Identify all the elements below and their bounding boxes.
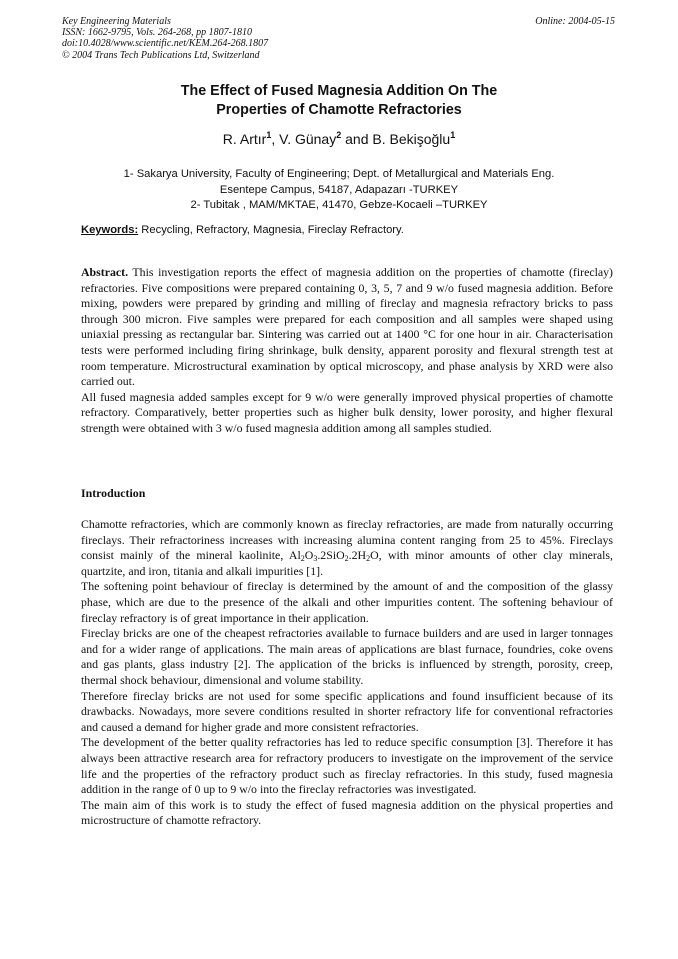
title-line-2: Properties of Chamotte Refractories [216, 102, 462, 118]
copyright-line: © 2004 Trans Tech Publications Ltd, Switzerland [62, 49, 260, 61]
intro-paragraph-3: Fireclay bricks are one of the cheapest refractories available to furnace builders and are used in larger tonnages and for a wider range of applications. The main areas of applications are blast furnace, foundries, coke ovens and gas plants, glass industry [2]. The application of the bricks is influenced by strength, porosity, creep, thermal shock behaviour, dimensional and volume stability. [81, 626, 613, 687]
affiliation-1-address: Esentepe Campus, 54187, Adapazarı -TURKEY [219, 183, 459, 196]
intro-paragraph-1: Chamotte refractories, which are commonly known as fireclay refractories, are made from naturally occurring fireclays. Their refractoriness increases with increasing alumina content ranging from 25 to 45%. Fireclays consist mainly of the mineral kaolinite, $Al_2O_3.2SiO_2.2H_2O$, with minor amounts of other clay minerals, quartzite, and iron, titania and alkali impurities [1]. [81, 517, 613, 578]
affil-mark-1: 1 [266, 130, 272, 140]
abstract-text-1: This investigation reports the effect of magnesia addition on the properties of chamotte (fireclay) refractories. Five compositions were prepared containing 0, 3, 5, 7 and 9 w/o fused magnesia addition. Before mixing, powders were prepared by grinding and milling of fireclay and magnesia refractory bricks to pass through 300 micron. Five samples were prepared for each composition and all samples were shaped using uniaxial pressing as rectangular bar. Sintering was carried out at 1400 °C for one hour in air. Characterisation tests were performed including firing shrinkage, bulk density, apparent porosity and flexural strength test at room temperature. Microstructural examination by optical microscopy, and phase analysis by XRD were also carried out. [81, 265, 613, 389]
abstract-paragraph-1 [81, 265, 613, 390]
affiliations [0, 167, 678, 214]
keywords-text: Recycling, Refractory, Magnesia, Fireclay Refractory. [138, 224, 404, 236]
affiliation-1: 1- Sakarya University, Faculty of Engineering; Dept. of Metallurgical and Materials Eng. [123, 168, 555, 180]
author-1: R. Artır [222, 131, 267, 147]
abstract-label: Abstract. [81, 265, 129, 279]
section-heading-introduction: Introduction [81, 486, 146, 500]
keywords-label: Keywords: [81, 224, 139, 236]
introduction-section [81, 517, 613, 829]
affiliation-2: 2- Tubitak , MAM/MKTAE, 41470, Gebze-Kocaeli –TURKEY [190, 199, 488, 211]
title-line-1: The Effect of Fused Magnesia Addition On The [180, 83, 498, 99]
doi-link[interactable]: doi:10.4028/www.scientific.net/KEM.264-268.1807 [62, 38, 269, 50]
intro-paragraph-6: The main aim of this work is to study the effect of fused magnesia addition on the physical properties and microstructure of chamotte refractory. [81, 797, 613, 828]
issn-line: ISSN: 1662-9795, Vols. 264-268, pp 1807-1810 [62, 27, 252, 39]
paper-title [0, 82, 678, 120]
author-3: and B. Bekişoğlu [341, 131, 451, 147]
intro-paragraph-2: The softening point behaviour of fireclay is determined by the amount of and the composition of the glassy phase, which are due to the presence of the alkali and other impurities content. The softening behaviour of fireclay refractory is of great importance in their application. [81, 579, 613, 625]
keywords [81, 224, 621, 236]
affil-mark-3: 1 [450, 130, 456, 140]
author-2: , V. Günay [271, 131, 337, 147]
journal-name: Key Engineering Materials [62, 16, 171, 27]
abstract-paragraph-2: All fused magnesia added samples except for 9 w/o were generally improved physical properties of chamotte refractory. Comparatively, better properties such as higher bulk density, lower porosity, and higher flexural strength were obtained with 3 w/o fused magnesia addition among all samples studied. [81, 389, 613, 435]
online-date: Online: 2004-05-15 [535, 16, 615, 27]
intro-paragraph-5: The development of the better quality refractories has led to reduce specific consumption [3]. Therefore it has always been attractive research area for refractory producers to investigate on the improvement of the service life and the properties of the refractory product such as fireclay refractories. In this study, fused magnesia addition in the range of 0 up to 9 w/o into the fireclay refractories was investigated. [81, 735, 613, 797]
journal-header [62, 16, 268, 61]
affil-mark-2: 2 [336, 130, 342, 140]
intro-paragraph-4: Therefore fireclay bricks are not used for some specific applications and found insufficient because of its drawbacks. Nowadays, more severe conditions resulted in shorter refractory life for conventional refractories and caused a demand for higher grade and more consistent refractories. [81, 688, 613, 734]
author-list [0, 131, 678, 147]
abstract-section [81, 265, 613, 437]
